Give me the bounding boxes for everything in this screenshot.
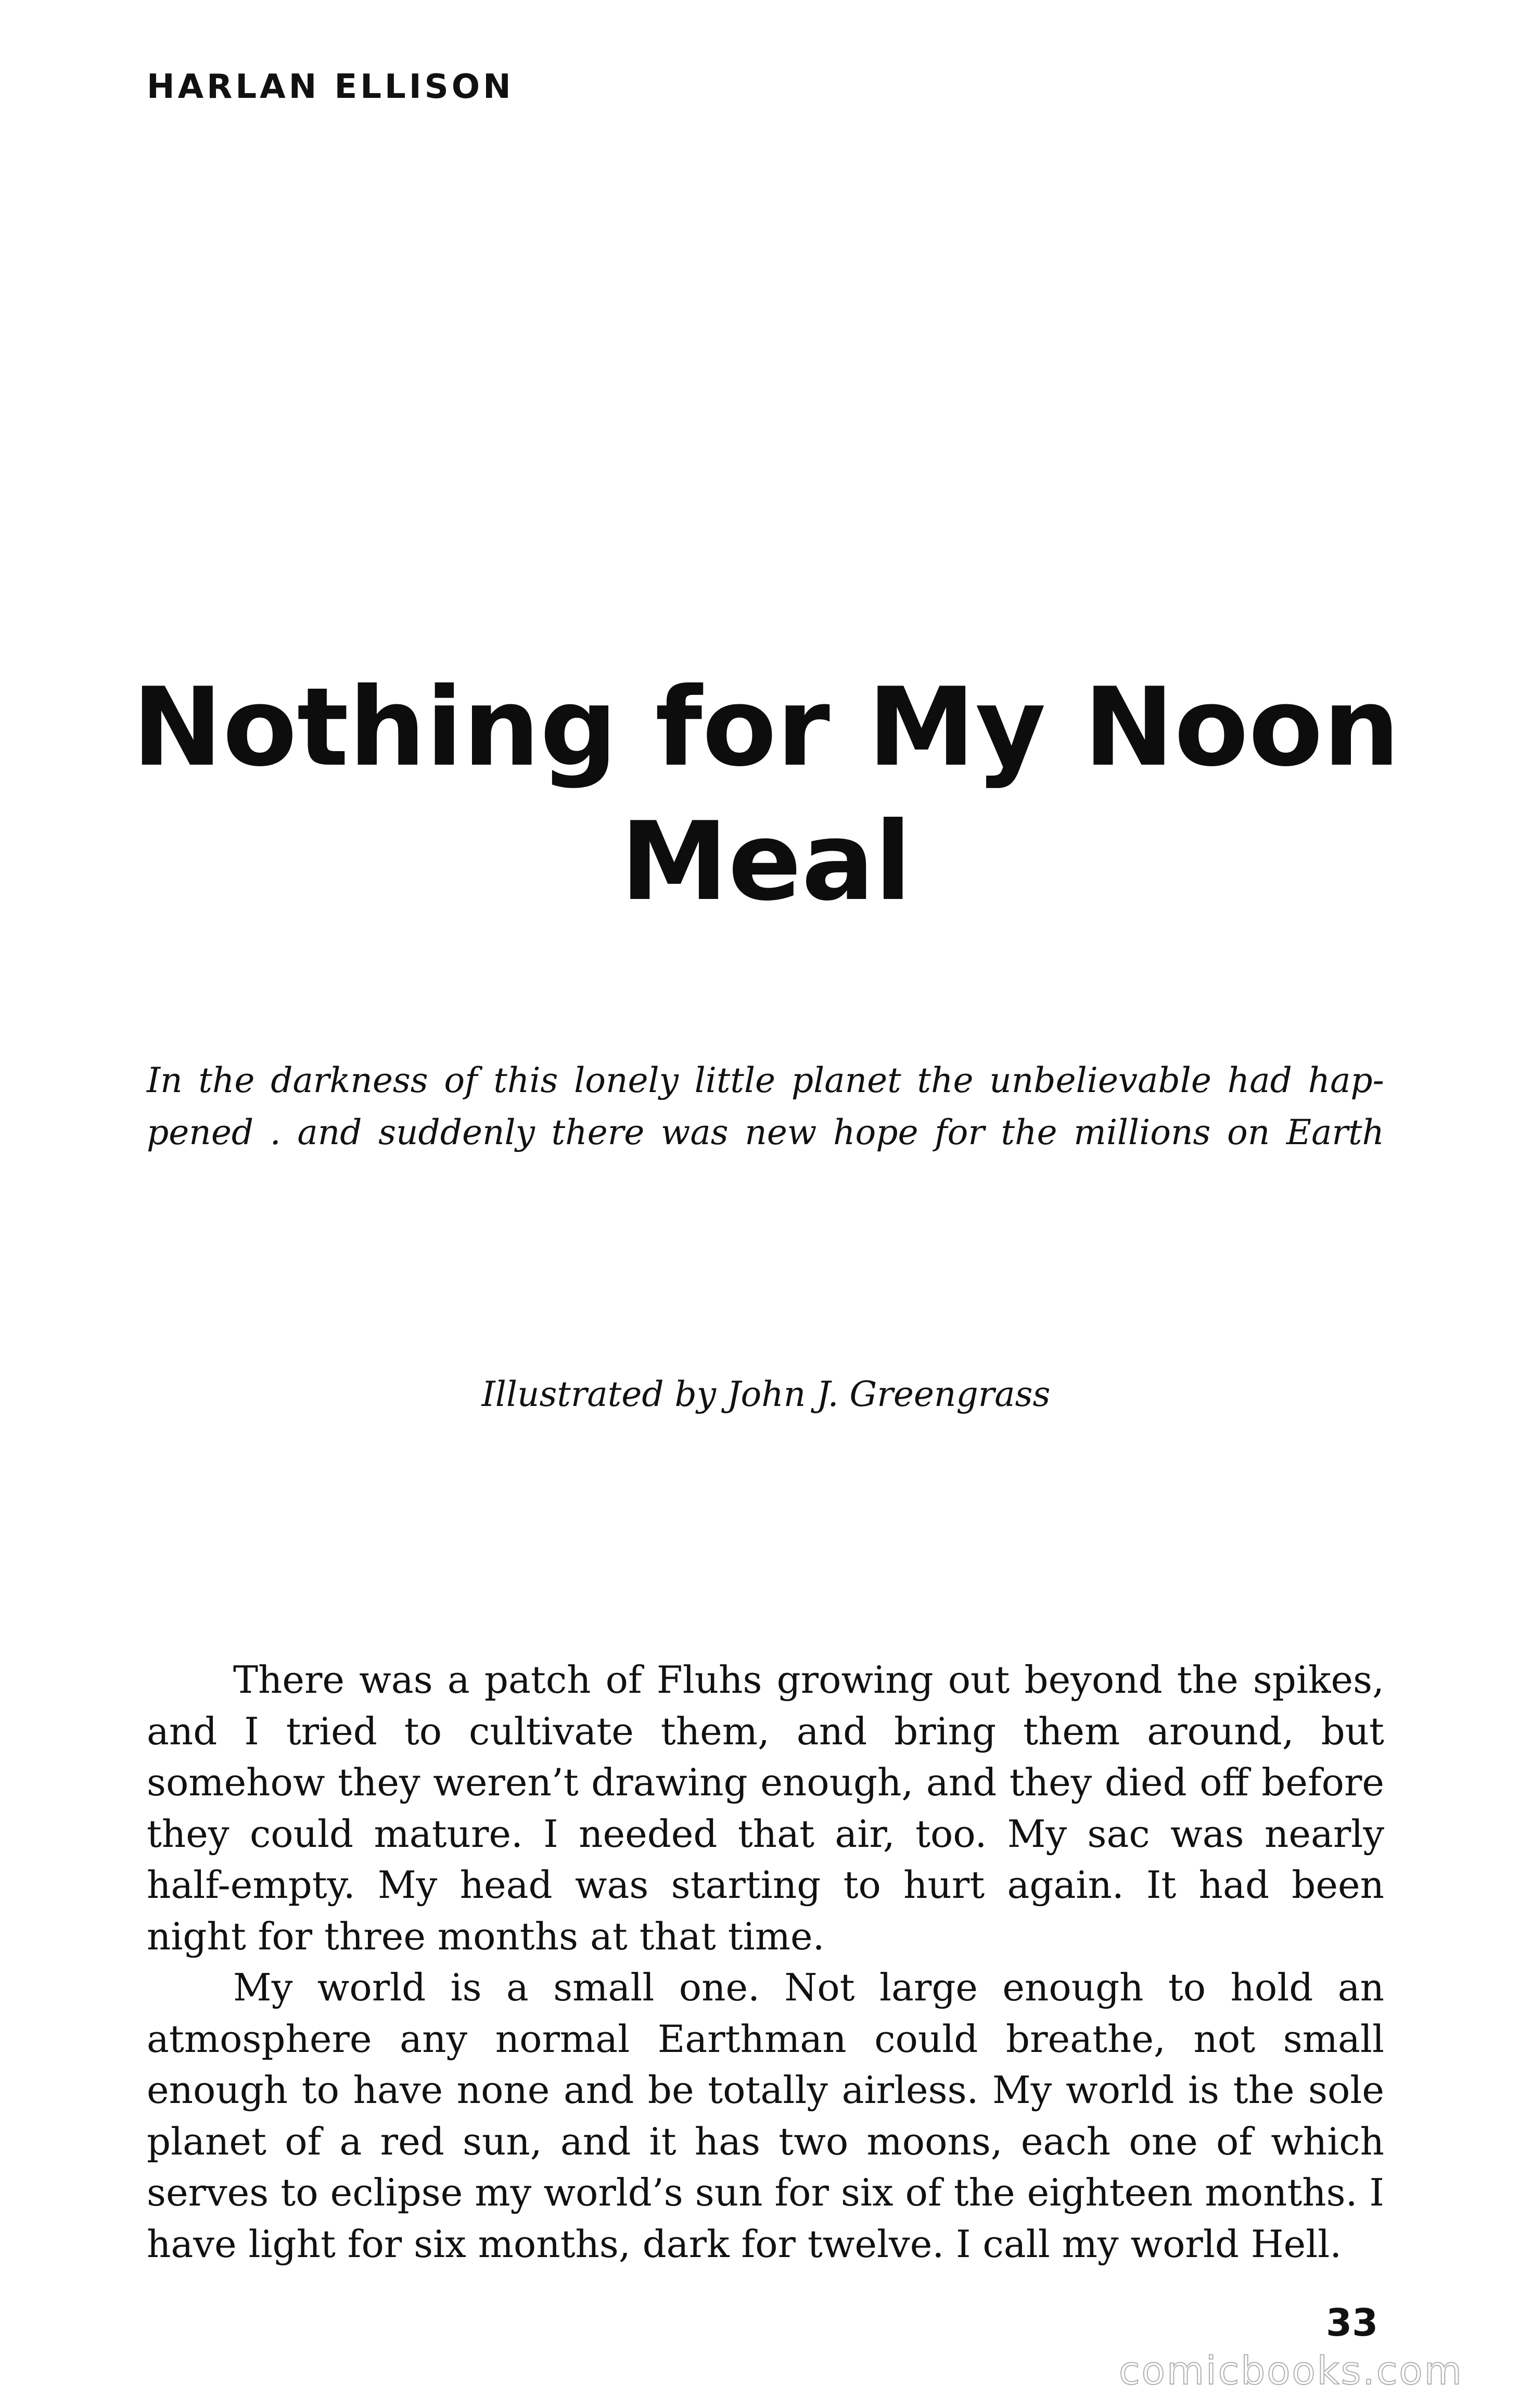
story-title-line-1: Nothing for My Noon (132, 665, 1400, 791)
page-number: 33 (1326, 2301, 1378, 2344)
author-name: HARLAN ELLISON (147, 68, 514, 106)
illustrator-credit: Illustrated by John J. Greengrass (481, 1374, 1051, 1414)
watermark: comicbooks.com (1119, 2349, 1463, 2393)
blurb-line-1: In the darkness of this lonely little planet the unbelievable had hap- (147, 1060, 1384, 1100)
story-paragraph-1: There was a patch of Fluhs growing out beyond the spikes, and I tried to cultivate them, and bring them around, but somehow they weren’t drawing enough, and they died off before they could mature. I needed that air, too. My sac was nearly half-empty. My head was starting to hurt again. It had been night for three months at that time. (147, 1658, 1384, 1958)
story-blurb (147, 1055, 1384, 1159)
story-paragraph-2: My world is a small one. Not large enough to hold an atmosphere any normal Earthman could breathe, not small enough to have none and be totally airless. My world is the sole planet of a red sun, and it has two moons, each one of which serves to eclipse my world’s sun for six of the eighteen months. I have light for six months, dark for twelve. I call my world Hell. (147, 1966, 1384, 2266)
story-title (114, 661, 1418, 929)
story-body (147, 1654, 1384, 2270)
blurb-line-2: pened . and suddenly there was new hope for the millions on Earth (147, 1112, 1384, 1152)
story-title-line-2: Meal (620, 799, 912, 926)
